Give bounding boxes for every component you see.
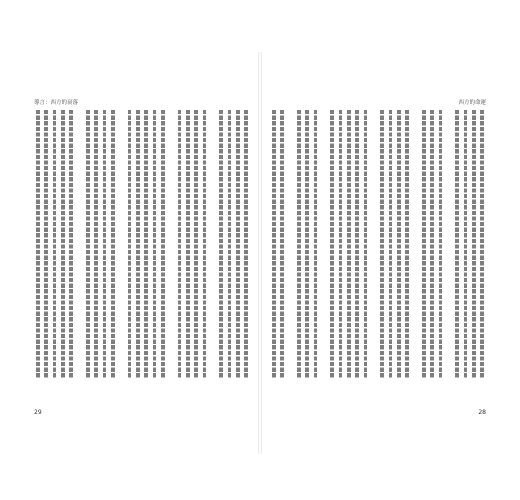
paragraph-break xyxy=(119,110,123,378)
text-column xyxy=(186,110,190,378)
text-column xyxy=(272,110,276,378)
text-column xyxy=(397,110,401,378)
text-column xyxy=(128,110,132,378)
right-page xyxy=(262,52,498,454)
text-column xyxy=(480,110,484,378)
text-column xyxy=(305,110,309,378)
right-page-number: 28 xyxy=(478,409,486,416)
text-column xyxy=(389,110,393,378)
text-column xyxy=(69,110,73,378)
text-column xyxy=(244,110,248,378)
paragraph-break xyxy=(322,110,326,378)
text-column xyxy=(236,110,240,378)
text-column xyxy=(153,110,157,378)
text-column xyxy=(380,110,384,378)
left-running-head: 導言：西方的衰落 xyxy=(34,100,79,106)
text-column xyxy=(455,110,459,378)
text-column xyxy=(364,110,368,378)
text-column xyxy=(161,110,165,378)
text-column xyxy=(297,110,301,378)
text-column xyxy=(61,110,65,378)
text-column xyxy=(228,110,232,378)
text-column xyxy=(464,110,468,378)
text-column xyxy=(86,110,90,378)
text-column xyxy=(203,110,207,378)
paragraph-break xyxy=(289,110,293,378)
left-page xyxy=(22,52,258,454)
text-column xyxy=(405,110,409,378)
text-column xyxy=(103,110,107,378)
text-column xyxy=(347,110,351,378)
text-column xyxy=(178,110,182,378)
text-column xyxy=(144,110,148,378)
text-column xyxy=(280,110,284,378)
right-running-head: 西方的命運 xyxy=(458,100,486,106)
text-column xyxy=(422,110,426,378)
text-column xyxy=(355,110,359,378)
text-column xyxy=(219,110,223,378)
paragraph-break xyxy=(211,110,215,378)
paragraph-break xyxy=(78,110,82,378)
left-page-number: 29 xyxy=(34,409,42,416)
text-column xyxy=(94,110,98,378)
text-column xyxy=(53,110,57,378)
text-column xyxy=(136,110,140,378)
text-column xyxy=(339,110,343,378)
book-spread xyxy=(22,52,498,454)
text-column xyxy=(430,110,434,378)
paragraph-break xyxy=(372,110,376,378)
text-column xyxy=(36,110,40,378)
paragraph-break xyxy=(414,110,418,378)
left-body-text xyxy=(36,110,248,378)
text-column xyxy=(314,110,318,378)
text-column xyxy=(194,110,198,378)
paragraph-break xyxy=(169,110,173,378)
text-column xyxy=(111,110,115,378)
text-column xyxy=(439,110,443,378)
right-body-text xyxy=(272,110,484,378)
text-column xyxy=(44,110,48,378)
paragraph-break xyxy=(447,110,451,378)
text-column xyxy=(472,110,476,378)
text-column xyxy=(330,110,334,378)
